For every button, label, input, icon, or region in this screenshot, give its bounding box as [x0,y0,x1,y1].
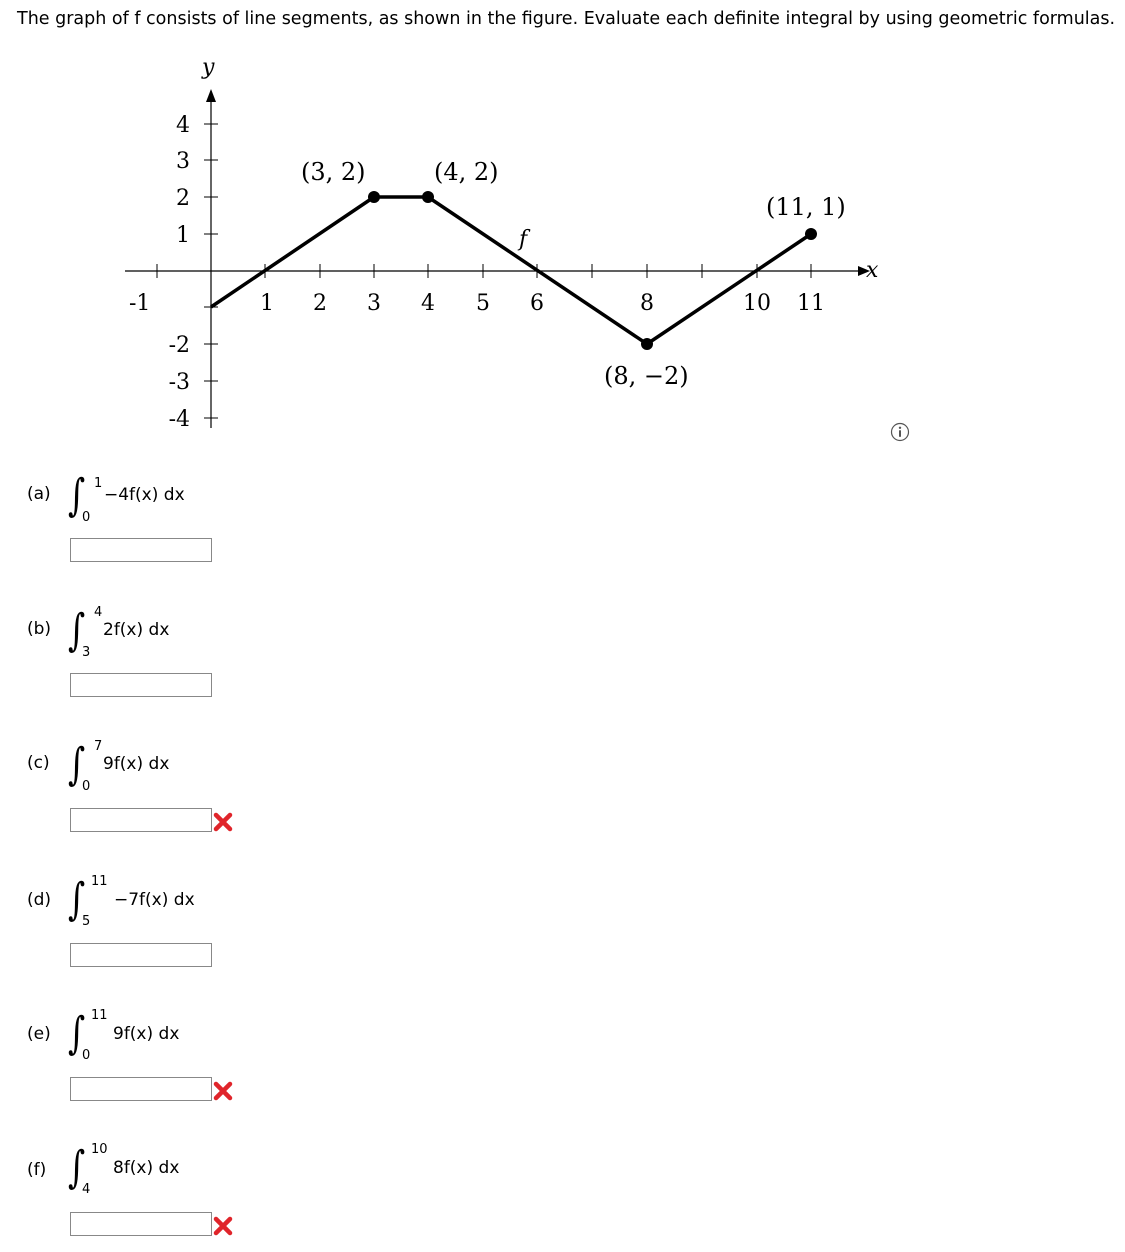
y-tick-label: -3 [168,370,190,395]
upper-limit: 7 [94,739,103,754]
y-tick-label: 3 [176,149,190,174]
x-axis-label: x [866,258,879,283]
point-4-2 [422,191,434,203]
y-axis-arrow [206,89,216,102]
part-label: (b) [27,619,52,639]
y-axis-label: y [202,55,215,80]
answer-input-a[interactable] [70,538,212,562]
point-3-2 [368,191,380,203]
part-label: (a) [27,484,51,504]
part-label: (e) [27,1024,51,1044]
part-label: (d) [27,890,52,910]
y-tick-label: -2 [168,333,190,358]
incorrect-x-icon [212,811,234,833]
lower-limit: 4 [82,1182,91,1197]
incorrect-x-icon [212,1215,234,1237]
upper-limit: 4 [94,605,103,620]
integrand: 8f(x) dx [113,1158,180,1178]
integral-sign: ∫ [68,874,86,925]
integrand: −7f(x) dx [114,890,195,910]
point-label: (11, 1) [766,193,846,221]
upper-limit: 10 [91,1142,108,1157]
answer-input-d[interactable] [70,943,212,967]
part-label: (c) [27,753,50,773]
upper-limit: 11 [91,1008,108,1023]
answer-input-b[interactable] [70,673,212,697]
x-tick-label: -1 [129,291,151,316]
y-tick-label: 1 [176,223,190,248]
x-tick-label: 2 [313,291,327,316]
y-tick-label: -4 [168,407,190,432]
answer-input-f[interactable] [70,1212,212,1236]
point-label: (4, 2) [434,158,499,186]
lower-limit: 5 [82,914,91,929]
integral-sign: ∫ [68,1142,86,1193]
answer-input-c[interactable] [70,808,212,832]
point-label: (8, −2) [604,362,689,390]
integrand: 9f(x) dx [113,1024,180,1044]
point-8-neg2 [641,338,653,350]
info-icon[interactable] [890,422,910,442]
answer-input-e[interactable] [70,1077,212,1101]
integrand: −4f(x) dx [104,485,185,505]
point-11-1 [805,228,817,240]
integral-sign: ∫ [68,605,86,656]
integral-sign: ∫ [68,739,86,790]
lower-limit: 0 [82,779,91,794]
instruction-text: The graph of f consists of line segments, as shown in the figure. Evaluate each definite integral by using geometric formulas. [17,9,1116,29]
x-tick-label: 4 [421,291,435,316]
x-tick-label: 1 [260,291,274,316]
function-label: f [519,227,528,252]
integrand: 2f(x) dx [103,620,170,640]
x-tick-label: 10 [743,291,771,316]
function-graph [0,0,1125,460]
x-tick-label: 3 [367,291,381,316]
lower-limit: 0 [82,510,91,525]
point-label: (3, 2) [301,158,366,186]
x-tick-label: 8 [640,291,654,316]
integrand: 9f(x) dx [103,754,170,774]
integral-sign: ∫ [68,470,86,521]
integral-sign: ∫ [68,1008,86,1059]
lower-limit: 0 [82,1048,91,1063]
y-tick-label: 4 [176,113,190,138]
incorrect-x-icon [212,1080,234,1102]
part-label: (f) [27,1160,47,1180]
upper-limit: 11 [91,874,108,889]
x-tick-label: 11 [797,291,825,316]
x-tick-label: 6 [530,291,544,316]
x-tick-label: 5 [476,291,490,316]
upper-limit: 1 [94,476,103,491]
lower-limit: 3 [82,645,91,660]
y-tick-label: 2 [176,186,190,211]
